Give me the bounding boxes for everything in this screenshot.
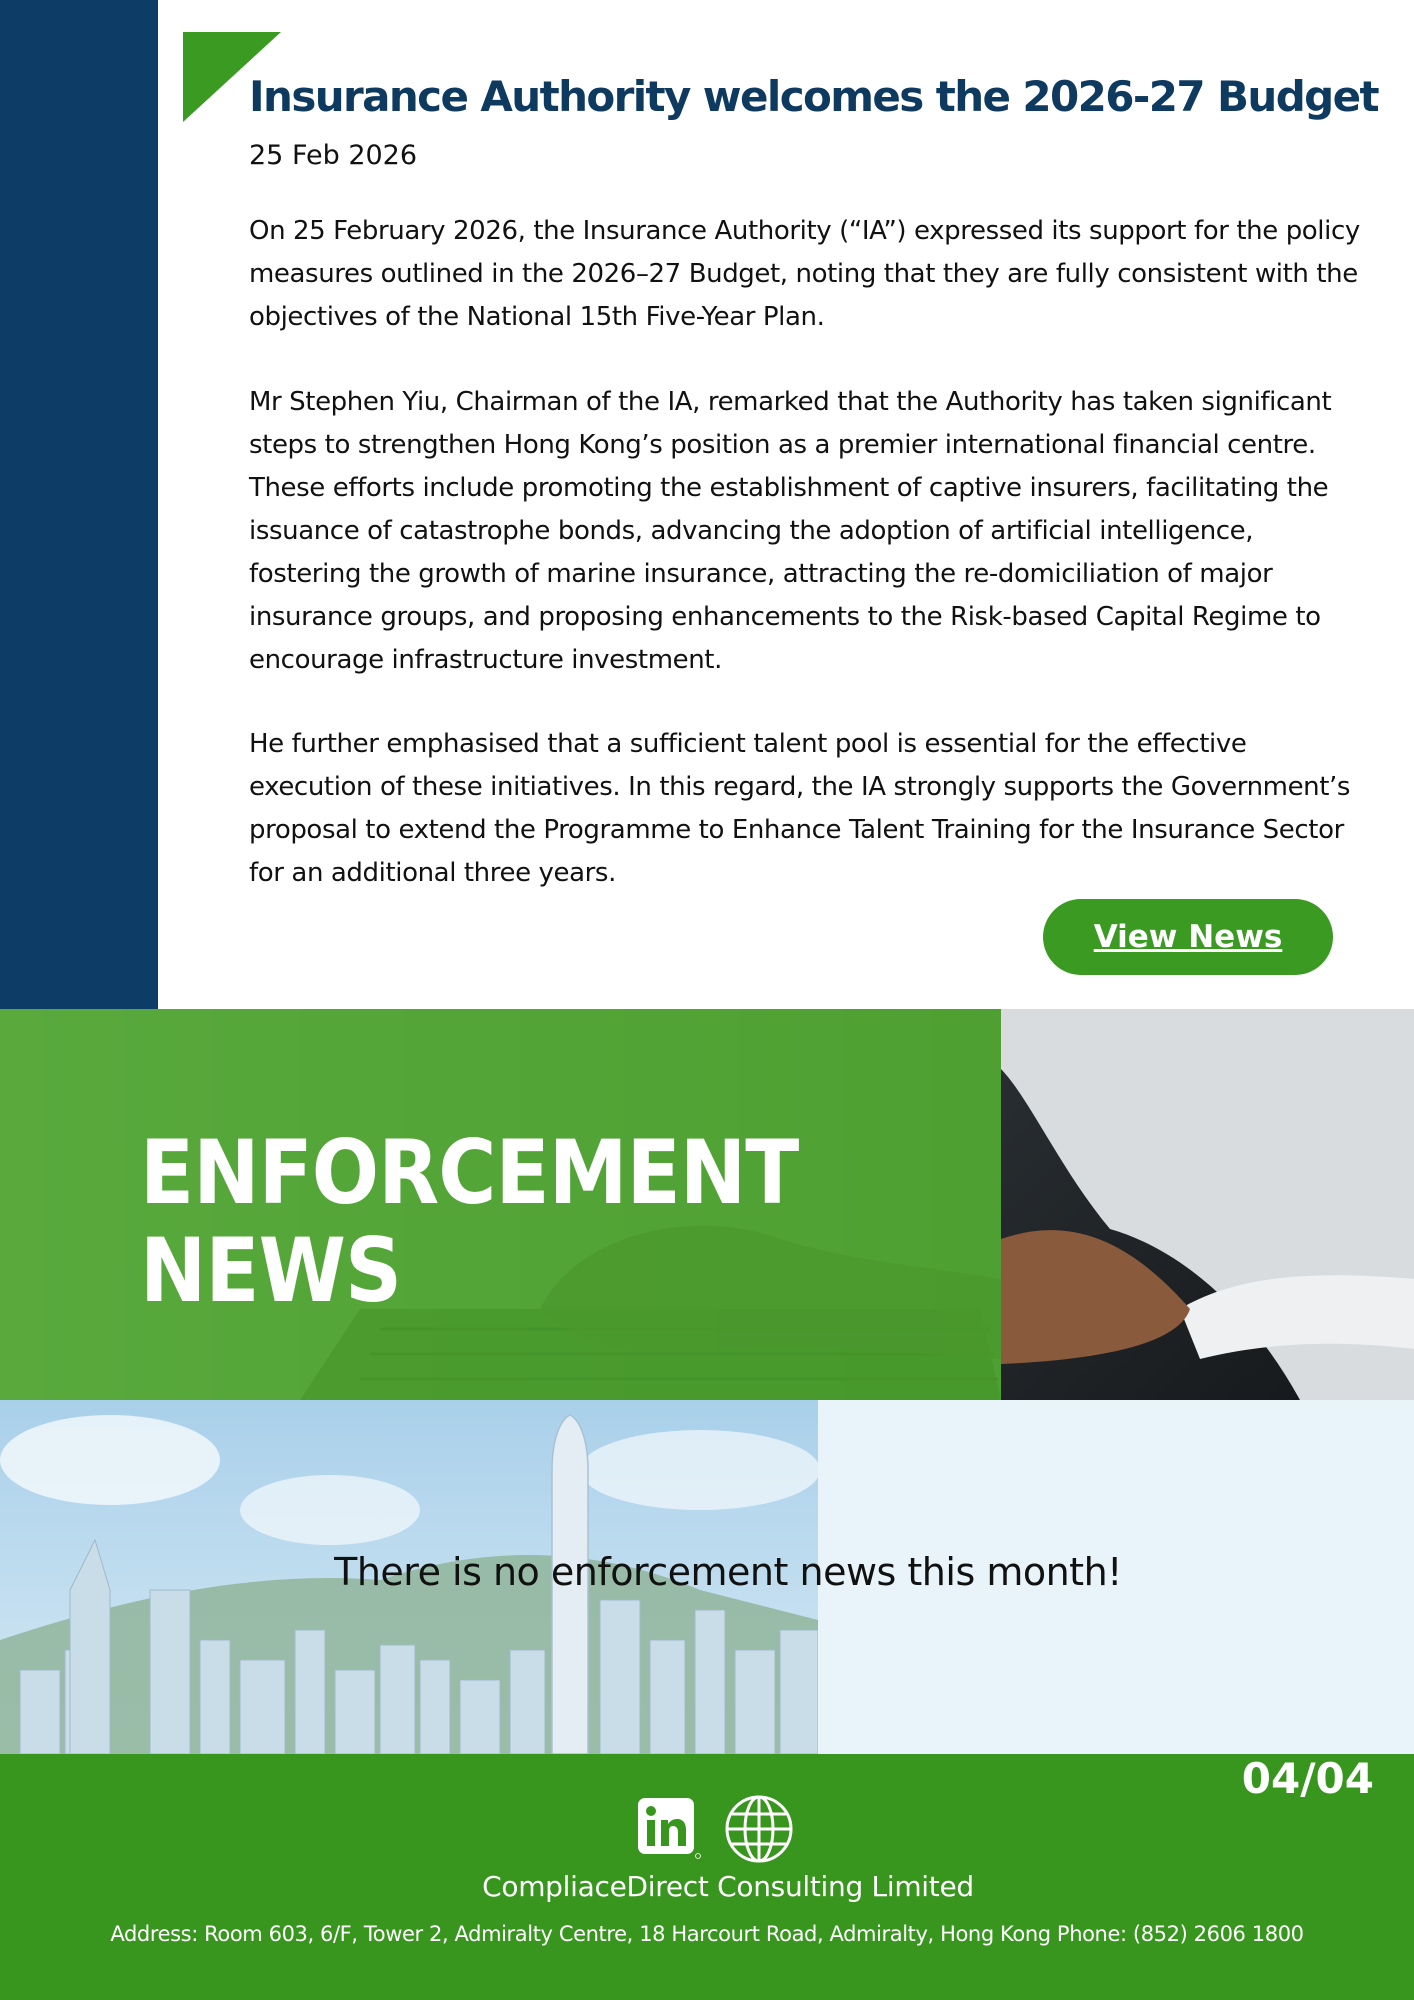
company-address: Address: Room 603, 6/F, Tower 2, Admiralty Centre, 18 Harcourt Road, Admiralty, Hong Kong Phone: (852) 2606 1800 [110, 1922, 1304, 1946]
enforcement-title-line-2: NEWS [140, 1219, 402, 1322]
view-news-button[interactable]: View News [1043, 899, 1333, 975]
article-date: 25 Feb 2026 [249, 140, 418, 171]
article-headline: Insurance Authority welcomes the 2026-27 Budget [249, 72, 1378, 121]
company-name: CompliaceDirect Consulting Limited [482, 1870, 974, 1903]
no-enforcement-news-message: There is no enforcement news this month! [334, 1550, 1122, 1594]
globe-icon[interactable] [724, 1794, 794, 1864]
enforcement-title-line-1: ENFORCEMENT [140, 1121, 799, 1224]
no-news-section [0, 1400, 1414, 1754]
footer [0, 1754, 1414, 2000]
page-number: 04/04 [1241, 1754, 1374, 1803]
navy-side-bar [0, 0, 158, 1009]
enforcement-news-title [140, 1121, 799, 1322]
linkedin-icon[interactable] [636, 1796, 702, 1862]
article-paragraph-2: Mr Stephen Yiu, Chairman of the IA, remarked that the Authority has taken significant steps to strengthen Hong Kong’s position as a premier international financial centre. These efforts include promoting the establishment of captive insurers, facilitating the issuance of catastrophe bonds, advancing the adoption of artificial intelligence, fostering the growth of marine insurance, attracting the re-domiciliation of major insurance groups, and proposing enhancements to the Risk-based Capital Regime to encourage infrastructure investment. [249, 387, 1332, 675]
enforcement-news-banner [0, 1009, 1414, 1400]
article-paragraph-3: He further emphasised that a sufficient talent pool is essential for the effective execution of these initiatives. In this regard, the IA strongly supports the Government’s proposal to extend the Programme to Enhance Talent Training for the Insurance Sector for an additional three years. [249, 729, 1351, 888]
article-paragraph-1: On 25 February 2026, the Insurance Authority (“IA”) expressed its support for the policy measures outlined in the 2026–27 Budget, noting that they are fully consistent with the objectives of the National 15th Five-Year Plan. [249, 216, 1360, 332]
